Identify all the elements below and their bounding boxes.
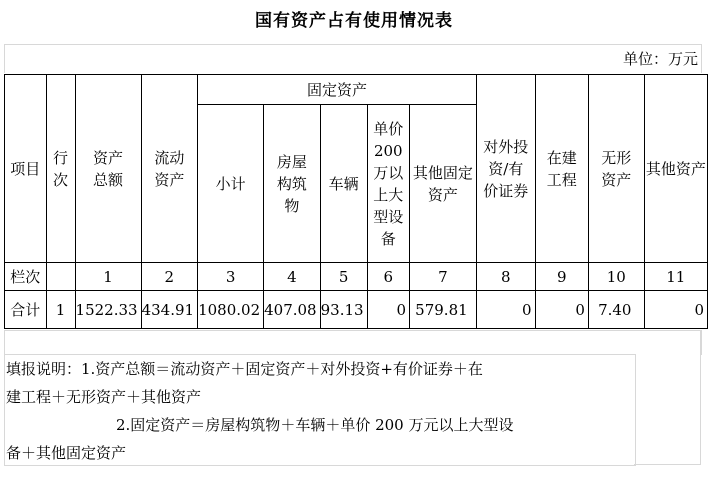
column-number: 7 [410, 263, 477, 291]
column-row-label: 栏次 [5, 263, 47, 291]
note-line: 填报说明：1.资产总额＝流动资产＋固定资产＋对外投资+有价证券＋在 [6, 360, 483, 378]
total-value: 93.13 [320, 291, 367, 329]
header-row-no: 行次 [46, 75, 75, 263]
sheet-gridline [4, 44, 702, 73]
header-buildings: 房屋构筑物 [264, 105, 321, 263]
header-other-fixed: 其他固定资产 [410, 105, 477, 263]
header-subtotal: 小计 [198, 105, 264, 263]
header-construction: 在建工程 [535, 75, 588, 263]
column-number: 9 [535, 263, 588, 291]
column-number: 2 [141, 263, 198, 291]
total-value: 0 [535, 291, 588, 329]
total-value: 7.40 [588, 291, 644, 329]
unit-label: 单位：万元 [622, 50, 698, 68]
column-row-empty [46, 263, 75, 291]
column-number: 5 [320, 263, 367, 291]
column-number: 8 [476, 263, 535, 291]
column-number: 11 [644, 263, 707, 291]
total-value: 579.81 [410, 291, 477, 329]
note-line: 建工程＋无形资产＋其他资产 [6, 388, 202, 406]
total-value: 1080.02 [198, 291, 264, 329]
header-intangible: 无形资产 [588, 75, 644, 263]
header-item: 项目 [5, 75, 47, 263]
asset-table [4, 74, 708, 329]
column-number: 10 [588, 263, 644, 291]
header-vehicles: 车辆 [320, 105, 367, 263]
column-number: 3 [198, 263, 264, 291]
total-row-no: 1 [46, 291, 75, 329]
page-title: 国有资产占有使用情况表 [255, 11, 453, 31]
header-other-assets: 其他资产 [644, 75, 707, 263]
total-value: 0 [476, 291, 535, 329]
total-value: 0 [367, 291, 409, 329]
total-value: 1522.33 [75, 291, 141, 329]
header-total-assets: 资产总额 [75, 75, 141, 263]
header-fixed-assets: 固定资产 [198, 75, 477, 105]
total-value: 0 [644, 291, 707, 329]
total-row-label: 合计 [5, 291, 47, 329]
note-line: 备＋其他固定资产 [6, 444, 127, 462]
header-large-equipment: 单价200万以上大型设备 [367, 105, 409, 263]
note-line: 2.固定资产＝房屋构筑物＋车辆＋单价 200 万元以上大型设 [116, 416, 514, 434]
column-number: 6 [367, 263, 409, 291]
sheet-gridline [634, 330, 701, 465]
column-number: 1 [75, 263, 141, 291]
header-current-assets: 流动资产 [141, 75, 198, 263]
notes-block [6, 355, 636, 467]
header-investments: 对外投资/有价证券 [476, 75, 535, 263]
column-number: 4 [264, 263, 321, 291]
total-value: 407.08 [264, 291, 321, 329]
total-value: 434.91 [141, 291, 198, 329]
sheet-gridline [4, 330, 702, 355]
